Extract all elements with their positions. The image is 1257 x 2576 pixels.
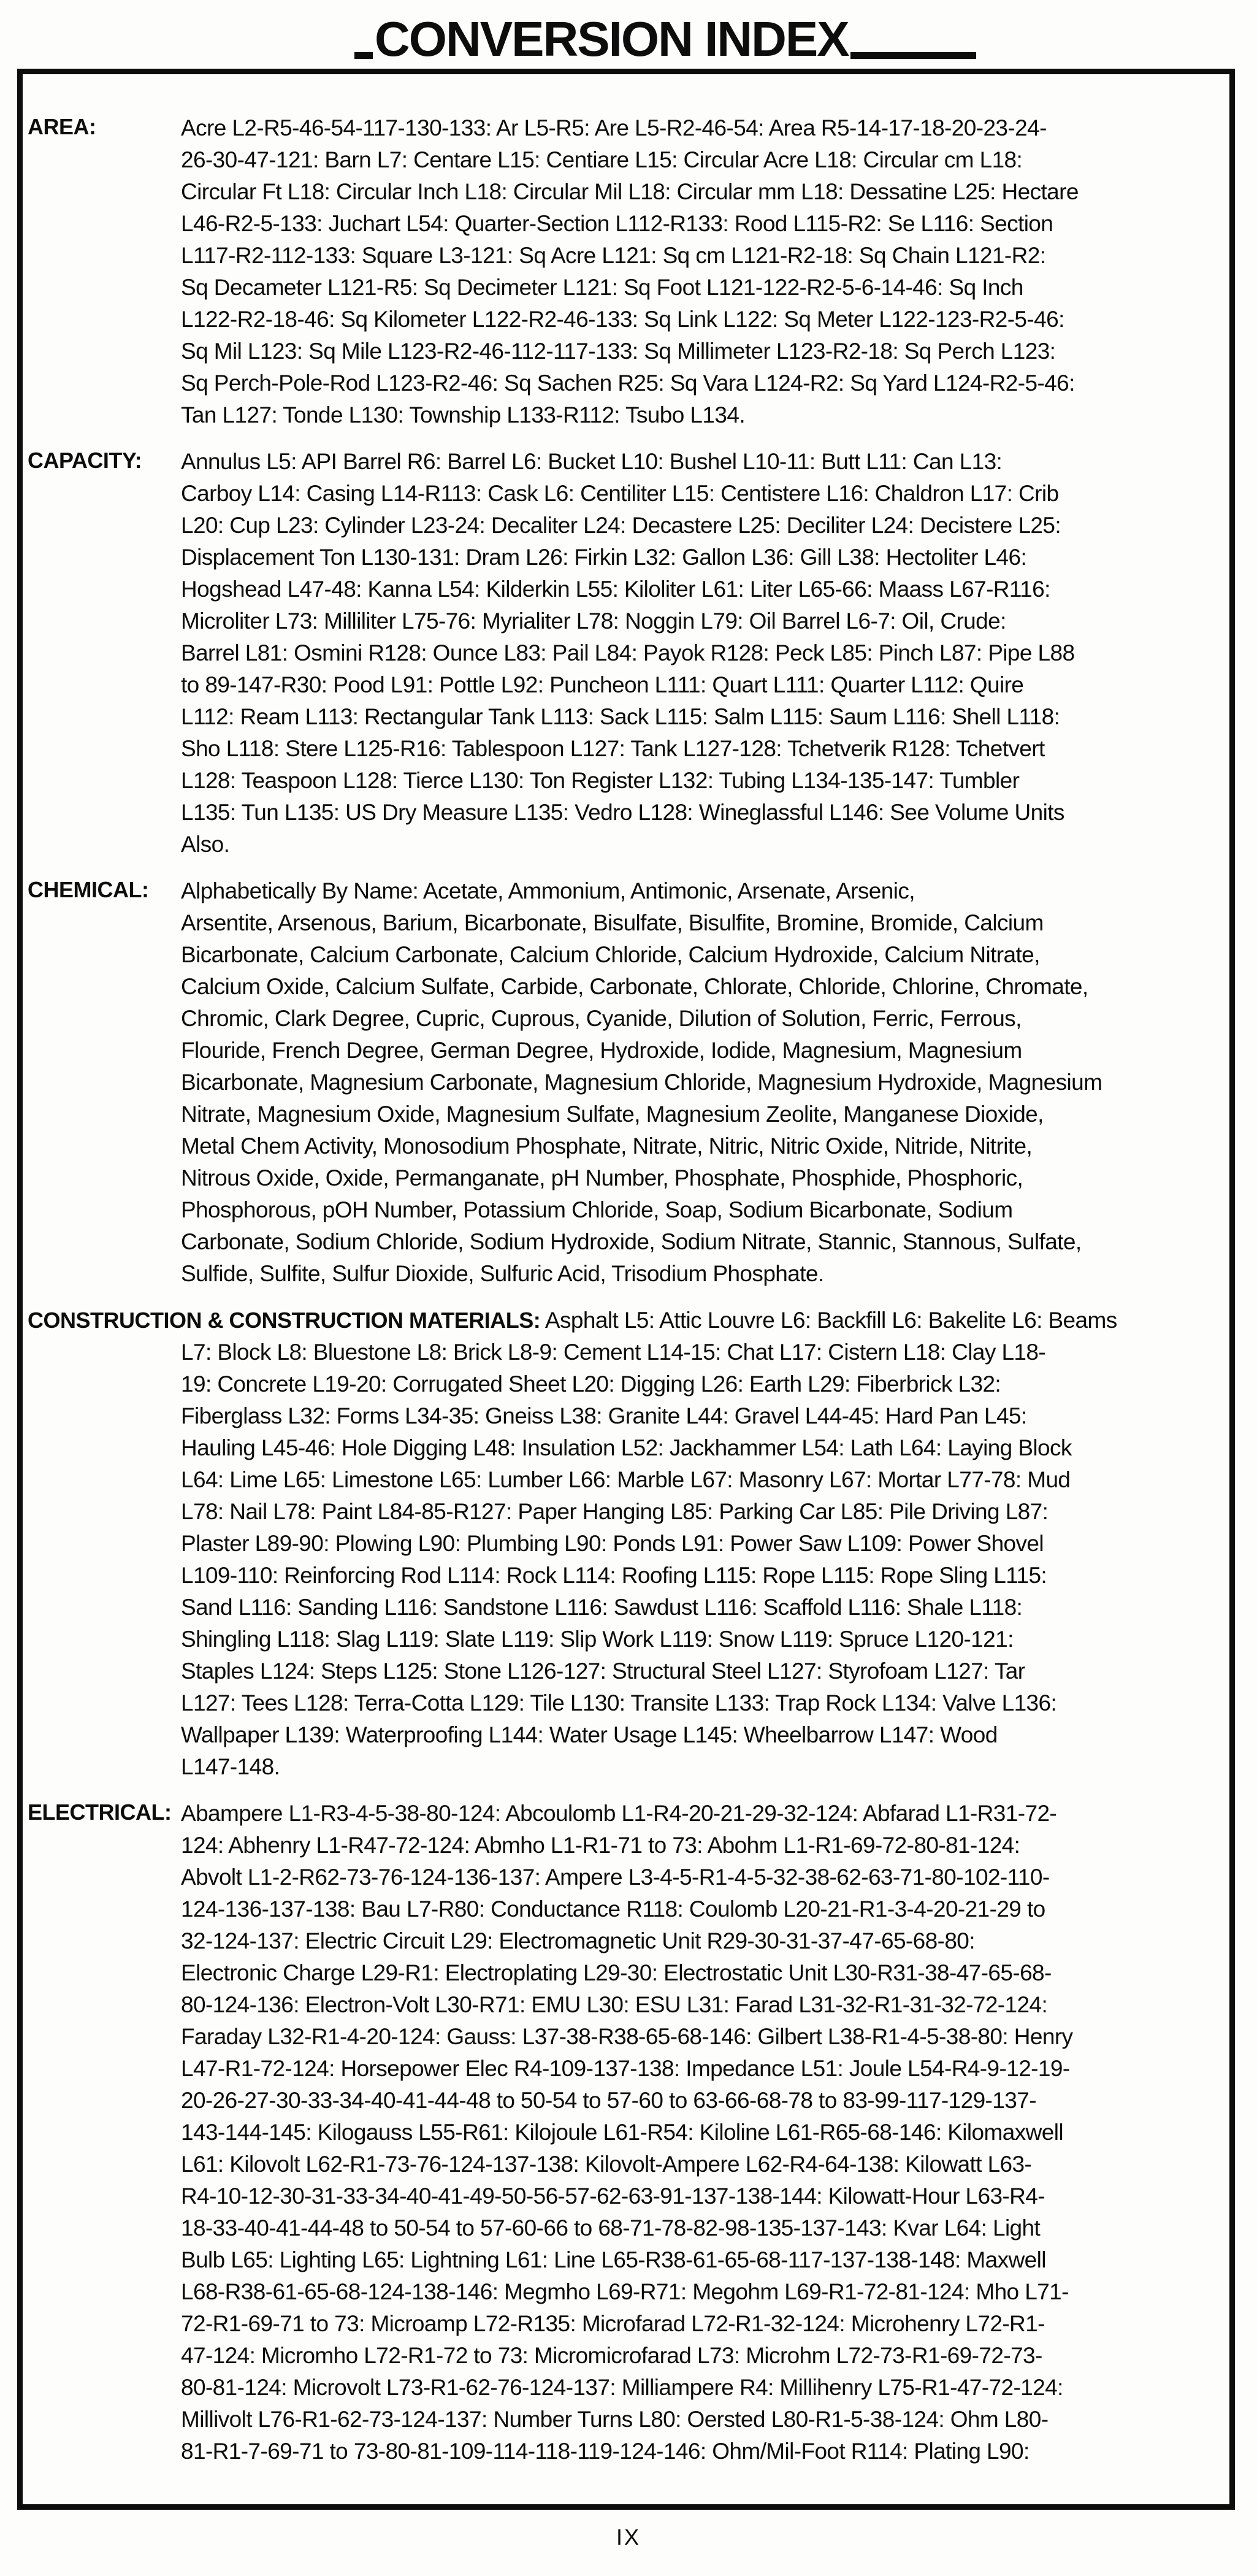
index-line: Bicarbonate, Calcium Carbonate, Calcium Chloride, Calcium Hydroxide, Calcium Nitrate, <box>181 942 1040 967</box>
index-line: 26-30-47-121: Barn L7: Centare L15: Centiare L15: Circular Acre L18: Circular cm L18: <box>181 147 1023 172</box>
index-line: L78: Nail L78: Paint L84-85-R127: Paper Hanging L85: Parking Car L85: Pile Driving L87: <box>181 1499 1049 1524</box>
index-line: Shingling L118: Slag L119: Slate L119: Slip Work L119: Snow L119: Spruce L120-121: <box>181 1627 1014 1652</box>
section-label-chemical: CHEMICAL: <box>28 877 149 902</box>
index-line: 19: Concrete L19-20: Corrugated Sheet L20: Digging L26: Earth L29: Fiberbrick L32: <box>181 1371 1001 1397</box>
index-line: Electronic Charge L29-R1: Electroplating L29-30: Electrostatic Unit L30-R31-38-47-65-68- <box>181 1960 1052 1985</box>
index-line: Hogshead L47-48: Kanna L54: Kilderkin L55: Kiloliter L61: Liter L65-66: Maass L67-R116: <box>181 577 1050 602</box>
page-number: IX <box>616 2524 641 2550</box>
index-line: 80-124-136: Electron-Volt L30-R71: EMU L30: ESU L31: Farad L31-32-R1-31-32-72-124: <box>181 1992 1048 2017</box>
section-area <box>23 112 1229 431</box>
index-line: Carbonate, Sodium Chloride, Sodium Hydroxide, Sodium Nitrate, Stannic, Stannous, Sulfate, <box>181 1229 1082 1254</box>
index-line: Circular Ft L18: Circular Inch L18: Circular Mil L18: Circular mm L18: Dessatine L25: Hectare <box>181 179 1079 204</box>
index-line: R4-10-12-30-31-33-34-40-41-49-50-56-57-62-63-91-137-138-144: Kilowatt-Hour L63-R4- <box>181 2183 1045 2209</box>
section-chemical <box>23 875 1229 1290</box>
index-line: L147-148. <box>181 1754 280 1779</box>
index-line: L135: Tun L135: US Dry Measure L135: Vedro L128: Wineglassful L146: See Volume Units <box>181 800 1064 825</box>
index-line: L128: Teaspoon L128: Tierce L130: Ton Register L132: Tubing L134-135-147: Tumbler <box>181 768 1020 793</box>
index-line: L117-R2-112-133: Square L3-121: Sq Acre L121: Sq cm L121-R2-18: Sq Chain L121-R2: <box>181 243 1046 268</box>
index-line: to 89-147-R30: Pood L91: Pottle L92: Puncheon L111: Quart L111: Quarter L112: Quire <box>181 672 1024 697</box>
index-line: Microliter L73: Milliliter L75-76: Myrialiter L78: Noggin L79: Oil Barrel L6-7: Oil, Crude: <box>181 608 1006 634</box>
index-line: L7: Block L8: Bluestone L8: Brick L8-9: Cement L14-15: Chat L17: Cistern L18: Clay L18- <box>181 1340 1046 1365</box>
section-first-line-construction <box>28 1305 1229 1336</box>
index-line: Sq Perch-Pole-Rod L123-R2-46: Sq Sachen R25: Sq Vara L124-R2: Sq Yard L124-R2-5-46: <box>181 370 1075 396</box>
index-line: Sulfide, Sulfite, Sulfur Dioxide, Sulfuric Acid, Trisodium Phosphate. <box>181 1261 824 1286</box>
index-line: 72-R1-69-71 to 73: Microamp L72-R135: Microfarad L72-R1-32-124: Microhenry L72-R1- <box>181 2311 1045 2336</box>
section-lines-area <box>181 112 1229 431</box>
index-line: Staples L124: Steps L125: Stone L126-127: Structural Steel L127: Styrofoam L127: Tar <box>181 1658 1025 1684</box>
section-lines-electrical <box>181 1798 1229 2467</box>
index-line: Phosphorous, pOH Number, Potassium Chloride, Soap, Sodium Bicarbonate, Sodium <box>181 1197 1013 1222</box>
index-line: Annulus L5: API Barrel R6: Barrel L6: Bucket L10: Bushel L10-11: Butt L11: Can L13: <box>181 449 1003 474</box>
index-line: L68-R38-61-65-68-124-138-146: Megmho L69-R71: Megohm L69-R1-72-81-124: Mho L71- <box>181 2279 1069 2304</box>
index-line: Arsentite, Arsenous, Barium, Bicarbonate, Bisulfate, Bisulfite, Bromine, Bromide, Calcium <box>181 910 1044 935</box>
index-line: Flouride, French Degree, German Degree, Hydroxide, Iodide, Magnesium, Magnesium <box>181 1038 1022 1063</box>
title-row <box>354 13 976 65</box>
index-line: Acre L2-R5-46-54-117-130-133: Ar L5-R5: Are L5-R2-46-54: Area R5-14-17-18-20-23-24- <box>181 115 1047 140</box>
index-line: Nitrous Oxide, Oxide, Permanganate, pH Number, Phosphate, Phosphide, Phosphoric, <box>181 1165 1023 1190</box>
index-line: Sho L118: Stere L125-R16: Tablespoon L127: Tank L127-128: Tchetverik R128: Tchetvert <box>181 736 1045 761</box>
index-line: Faraday L32-R1-4-20-124: Gauss: L37-38-R38-65-68-146: Gilbert L38-R1-4-5-38-80: Henry <box>181 2024 1073 2049</box>
index-line: L20: Cup L23: Cylinder L23-24: Decaliter L24: Decastere L25: Deciliter L24: Decistere L25: <box>181 513 1061 538</box>
index-line: Sand L116: Sanding L116: Sandstone L116: Sawdust L116: Scaffold L116: Shale L118: <box>181 1595 1023 1620</box>
index-line: Abampere L1-R3-4-5-38-80-124: Abcoulomb L1-R4-20-21-29-32-124: Abfarad L1-R31-72- <box>181 1801 1057 1826</box>
index-line: L47-R1-72-124: Horsepower Elec R4-109-137-138: Impedance L51: Joule L54-R4-9-12-19- <box>181 2056 1070 2081</box>
section-label-area: AREA: <box>28 114 96 139</box>
index-line: Also. <box>181 832 230 857</box>
index-line: Nitrate, Magnesium Oxide, Magnesium Sulfate, Magnesium Zeolite, Manganese Dioxide, <box>181 1102 1044 1127</box>
index-line: L112: Ream L113: Rectangular Tank L113: Sack L115: Salm L115: Saum L116: Shell L118: <box>181 704 1060 729</box>
index-line: L127: Tees L128: Terra-Cotta L129: Tile L130: Transite L133: Trap Rock L134: Valve L136: <box>181 1690 1057 1715</box>
index-line: Alphabetically By Name: Acetate, Ammonium, Antimonic, Arsenate, Arsenic, <box>181 878 915 903</box>
index-line: L46-R2-5-133: Juchart L54: Quarter-Section L112-R133: Rood L115-R2: Se L116: Section <box>181 211 1053 236</box>
index-line: Fiberglass L32: Forms L34-35: Gneiss L38: Granite L44: Gravel L44-45: Hard Pan L45: <box>181 1403 1027 1428</box>
index-line: 80-81-124: Microvolt L73-R1-62-76-124-137: Milliampere R4: Millihenry L75-R1-47-72-124: <box>181 2375 1063 2400</box>
index-line: L122-R2-18-46: Sq Kilometer L122-R2-46-133: Sq Link L122: Sq Meter L122-123-R2-5-46: <box>181 307 1064 332</box>
index-line: Barrel L81: Osmini R128: Ounce L83: Pail L84: Payok R128: Peck L85: Pinch L87: Pipe L88 <box>181 640 1075 665</box>
index-line: Sq Mil L123: Sq Mile L123-R2-46-112-117-133: Sq Millimeter L123-R2-18: Sq Perch L123: <box>181 339 1056 364</box>
index-line: Millivolt L76-R1-62-73-124-137: Number Turns L80: Oersted L80-R1-5-38-124: Ohm L80- <box>181 2407 1049 2432</box>
section-lines-chemical <box>181 875 1229 1290</box>
section-electrical <box>23 1798 1229 2467</box>
index-border-box <box>17 69 1235 2510</box>
index-line: 124-136-137-138: Bau L7-R80: Conductance R118: Coulomb L20-21-R1-3-4-20-21-29 to <box>181 1896 1045 1922</box>
index-line: L64: Lime L65: Limestone L65: Lumber L66: Marble L67: Masonry L67: Mortar L77-78: Mud <box>181 1467 1071 1492</box>
index-line: Bulb L65: Lighting L65: Lightning L61: Line L65-R38-61-65-68-117-137-138-148: Maxwell <box>181 2247 1046 2272</box>
title-underline-right-rule <box>850 52 976 59</box>
index-line: Sq Decameter L121-R5: Sq Decimeter L121: Sq Foot L121-122-R2-5-6-14-46: Sq Inch <box>181 275 1023 300</box>
index-line: 32-124-137: Electric Circuit L29: Electromagnetic Unit R29-30-31-37-47-65-68-80: <box>181 1928 975 1953</box>
index-line: Chromic, Clark Degree, Cupric, Cuprous, Cyanide, Dilution of Solution, Ferric, Ferrous, <box>181 1006 1022 1031</box>
index-line: 18-33-40-41-44-48 to 50-54 to 57-60-66 to 68-71-78-82-98-135-137-143: Kvar L64: Light <box>181 2215 1041 2241</box>
index-line: Calcium Oxide, Calcium Sulfate, Carbide, Carbonate, Chlorate, Chloride, Chlorine, Chromate, <box>181 974 1088 999</box>
index-line: 81-R1-7-69-71 to 73-80-81-109-114-118-119-124-146: Ohm/Mil-Foot R114: Plating L90: <box>181 2439 1030 2464</box>
index-line: Tan L127: Tonde L130: Township L133-R112: Tsubo L134. <box>181 402 745 427</box>
index-line: 20-26-27-30-33-34-40-41-44-48 to 50-54 to 57-60 to 63-66-68-78 to 83-99-117-129-137- <box>181 2088 1036 2113</box>
index-line: Abvolt L1-2-R62-73-76-124-136-137: Ampere L3-4-5-R1-4-5-32-38-62-63-71-80-102-110- <box>181 1865 1050 1890</box>
section-capacity <box>23 446 1229 861</box>
section-label-capacity: CAPACITY: <box>28 448 142 473</box>
index-line: Bicarbonate, Magnesium Carbonate, Magnesium Chloride, Magnesium Hydroxide, Magnesium <box>181 1070 1102 1095</box>
section-lines-capacity <box>181 446 1229 861</box>
index-line: 124: Abhenry L1-R47-72-124: Abmho L1-R1-71 to 73: Abohm L1-R1-69-72-80-81-124: <box>181 1833 1020 1858</box>
index-line: L109-110: Reinforcing Rod L114: Rock L114: Roofing L115: Rope L115: Rope Sling L115: <box>181 1563 1047 1588</box>
section-first-line-text: Asphalt L5: Attic Louvre L6: Backfill L6: Bakelite L6: Beams <box>544 1308 1117 1333</box>
section-lines-construction <box>181 1336 1229 1783</box>
index-line: Displacement Ton L130-131: Dram L26: Firkin L32: Gallon L36: Gill L38: Hectoliter L46: <box>181 545 1027 570</box>
index-line: 143-144-145: Kilogauss L55-R61: Kilojoule L61-R54: Kiloline L61-R65-68-146: Kilomaxwell <box>181 2120 1063 2145</box>
index-line: Metal Chem Activity, Monosodium Phosphate, Nitrate, Nitric, Nitric Oxide, Nitride, Nitrite, <box>181 1133 1033 1159</box>
section-label-construction: CONSTRUCTION & CONSTRUCTION MATERIALS: <box>28 1308 541 1333</box>
section-construction <box>23 1305 1229 1783</box>
page-title: CONVERSION INDEX <box>375 12 849 66</box>
index-line: Plaster L89-90: Plowing L90: Plumbing L90: Ponds L91: Power Saw L109: Power Shovel <box>181 1531 1044 1556</box>
index-line: Hauling L45-46: Hole Digging L48: Insulation L52: Jackhammer L54: Lath L64: Laying Block <box>181 1435 1072 1460</box>
index-line: Carboy L14: Casing L14-R113: Cask L6: Centiliter L15: Centistere L16: Chaldron L17: Crib <box>181 481 1059 506</box>
index-line: Wallpaper L139: Waterproofing L144: Water Usage L145: Wheelbarrow L147: Wood <box>181 1722 998 1747</box>
index-content <box>23 74 1229 2504</box>
index-line: 47-124: Micromho L72-R1-72 to 73: Micromicrofarad L73: Microhm L72-73-R1-69-72-73- <box>181 2343 1042 2368</box>
index-line: L61: Kilovolt L62-R1-73-76-124-137-138: Kilovolt-Ampere L62-R4-64-138: Kilowatt L63- <box>181 2152 1032 2177</box>
section-label-electrical: ELECTRICAL: <box>28 1800 172 1825</box>
title-underline-left-rule <box>354 52 373 59</box>
